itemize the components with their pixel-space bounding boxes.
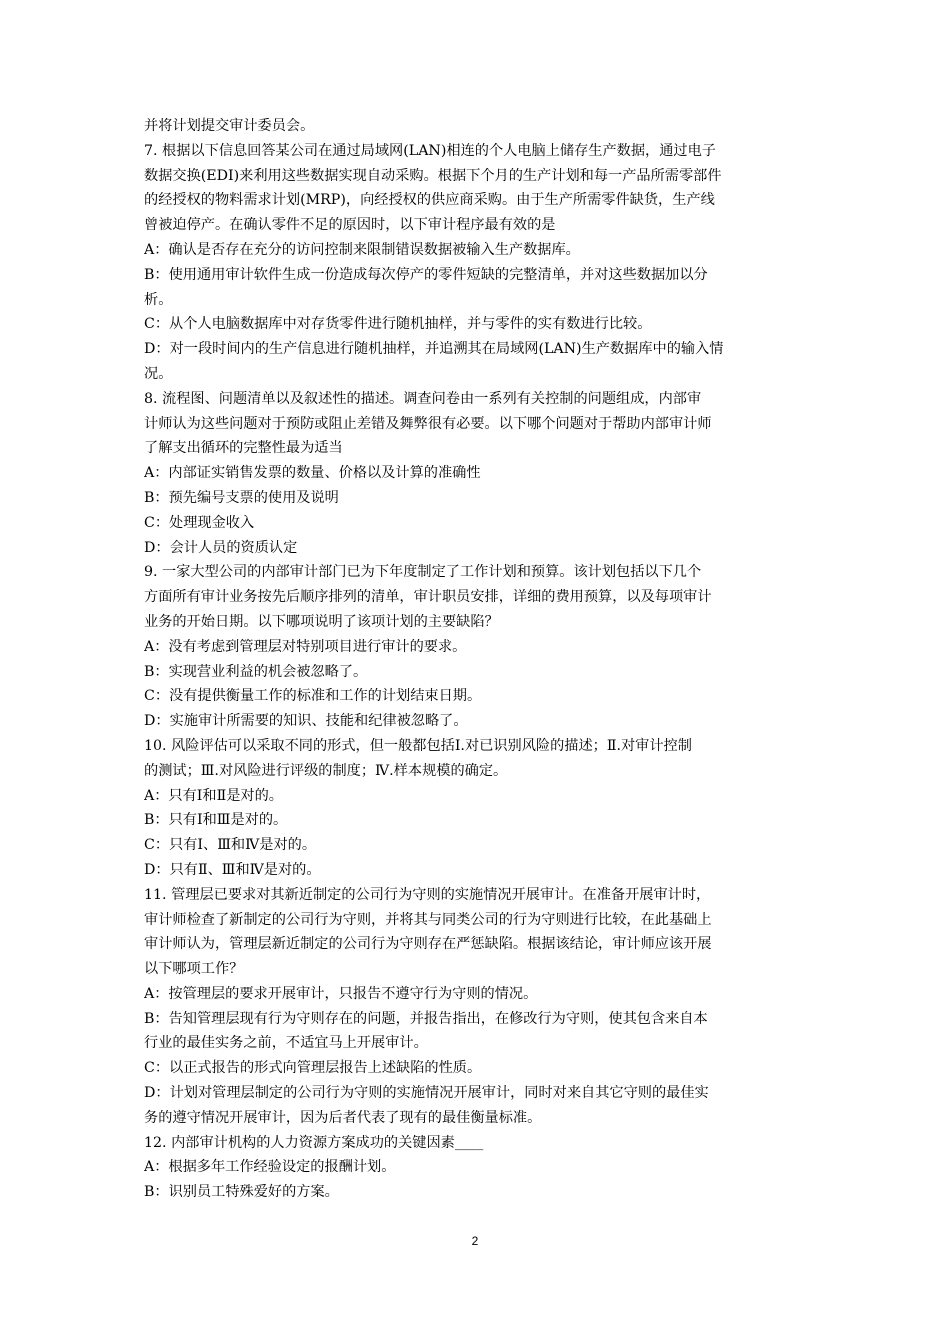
question-8-option-b: B：预先编号支票的使用及说明 — [144, 489, 339, 506]
question-10-option-b: B：只有Ⅰ和Ⅲ是对的。 — [144, 812, 288, 829]
question-11-option-d: 务的遵守情况开展审计，因为后者代表了现有的最佳衡量标准。 — [144, 1109, 542, 1126]
question-11-option-c: C：以正式报告的形式向管理层报告上述缺陷的性质。 — [144, 1060, 482, 1077]
question-11-option-b: B：告知管理层现有行为守则存在的问题，并报告指出，在修改行为守则，使其包含来自本 — [144, 1010, 708, 1027]
question-7-option-c: C：从个人电脑数据库中对存货零件进行随机抽样，并与零件的实有数进行比较。 — [144, 316, 652, 333]
question-9-option-d: D：实施审计所需要的知识、技能和纪律被忽略了。 — [144, 713, 468, 730]
question-10-option-c: C：只有Ⅰ、Ⅲ和Ⅳ是对的。 — [144, 837, 317, 854]
question-7-option-d: 况。 — [144, 365, 173, 382]
question-9-stem: 9. 一家大型公司的内部审计部门已为下年度制定了工作计划和预算。该计划包括以下几个 — [144, 564, 702, 581]
question-7-stem: 的经授权的物料需求计划(MRP)，向经授权的供应商采购。由于生产所需零件缺货，生产线 — [144, 192, 715, 209]
question-11-stem: 审计师检查了新制定的公司行为守则，并将其与同类公司的行为守则进行比较，在此基础上 — [144, 911, 712, 928]
question-7-option-b: B：使用通用审计软件生成一份造成每次停产的零件短缺的完整清单，并对这些数据加以分 — [144, 266, 708, 283]
question-12-option-a: A：根据多年工作经验设定的报酬计划。 — [144, 1159, 396, 1176]
question-11-stem: 以下哪项工作？ — [144, 961, 244, 978]
text-line: 并将计划提交审计委员会。 — [144, 118, 315, 134]
question-11-stem: 审计师认为，管理层新近制定的公司行为守则存在严惩缺陷。根据该结论，审计师应该开展 — [144, 936, 712, 953]
question-8-option-c: C：处理现金收入 — [144, 514, 255, 531]
question-9-option-c: C：没有提供衡量工作的标准和工作的计划结束日期。 — [144, 688, 482, 705]
question-7-option-a: A：确认是否存在充分的访问控制来限制错误数据被输入生产数据库。 — [144, 241, 580, 258]
question-11-option-a: A：按管理层的要求开展审计，只报告不遵守行为守则的情况。 — [144, 985, 538, 1002]
question-7-stem: 7. 根据以下信息回答某公司在通过局域网(LAN)相连的个人电脑上储存生产数据，通过电子 — [144, 142, 716, 159]
question-8-stem: 计师认为这些问题对于预防或阻止差错及舞弊很有必要。以下哪个问题对于帮助内部审计师 — [144, 415, 712, 432]
question-12-option-b: B：识别员工特殊爱好的方案。 — [144, 1184, 339, 1201]
question-9-option-a: A：没有考虑到管理层对特别项目进行审计的要求。 — [144, 638, 467, 655]
page-number: 2 — [471, 1234, 479, 1248]
question-7-option-b: 析。 — [144, 291, 173, 308]
question-10-option-d: D：只有Ⅱ、Ⅲ和Ⅳ是对的。 — [144, 861, 321, 878]
question-11-option-d: D：计划对管理层制定的公司行为守则的实施情况开展审计，同时对来自其它守则的最佳实 — [144, 1085, 709, 1102]
page-content — [144, 114, 809, 1205]
question-10-stem: 的测试；Ⅲ.对风险进行评级的制度；Ⅳ.样本规模的确定。 — [144, 762, 508, 779]
question-9-stem: 业务的开始日期。以下哪项说明了该项计划的主要缺陷？ — [144, 613, 499, 630]
question-8-stem: 了解支出循环的完整性最为适当 — [144, 440, 343, 457]
question-9-stem: 方面所有审计业务按先后顺序排列的清单，审计职员安排，详细的费用预算，以及每项审计 — [144, 589, 712, 606]
question-11-stem: 11. 管理层已要求对其新近制定的公司行为守则的实施情况开展审计。在准备开展审计时， — [144, 886, 711, 903]
question-8-stem: 8. 流程图、问题清单以及叙述性的描述。调查问卷由一系列有关控制的问题组成，内部审 — [144, 390, 702, 407]
question-7-stem: 数据交换(EDI)来利用这些数据实现自动采购。根据下个月的生产计划和每一产品所需零部件 — [144, 167, 722, 184]
question-7-option-d: D：对一段时间内的生产信息进行随机抽样，并追溯其在局域网(LAN)生产数据库中的输入情 — [144, 341, 724, 358]
question-10-option-a: A：只有Ⅰ和Ⅱ是对的。 — [144, 787, 283, 804]
question-9-option-b: B：实现营业利益的机会被忽略了。 — [144, 663, 368, 680]
question-8-option-d: D：会计人员的资质认定 — [144, 539, 298, 556]
question-12-stem: 12. 内部审计机构的人力资源方案成功的关键因素____ — [144, 1134, 484, 1151]
question-8-option-a: A：内部证实销售发票的数量、价格以及计算的准确性 — [144, 465, 481, 482]
question-11-option-b: 行业的最佳实务之前，不适宜马上开展审计。 — [144, 1035, 428, 1052]
question-10-stem: 10. 风险评估可以采取不同的形式，但一般都包括Ⅰ.对已识别风险的描述；Ⅱ.对审计控制 — [144, 737, 692, 754]
question-7-stem: 曾被迫停产。在确认零件不足的原因时，以下审计程序最有效的是 — [144, 217, 556, 234]
